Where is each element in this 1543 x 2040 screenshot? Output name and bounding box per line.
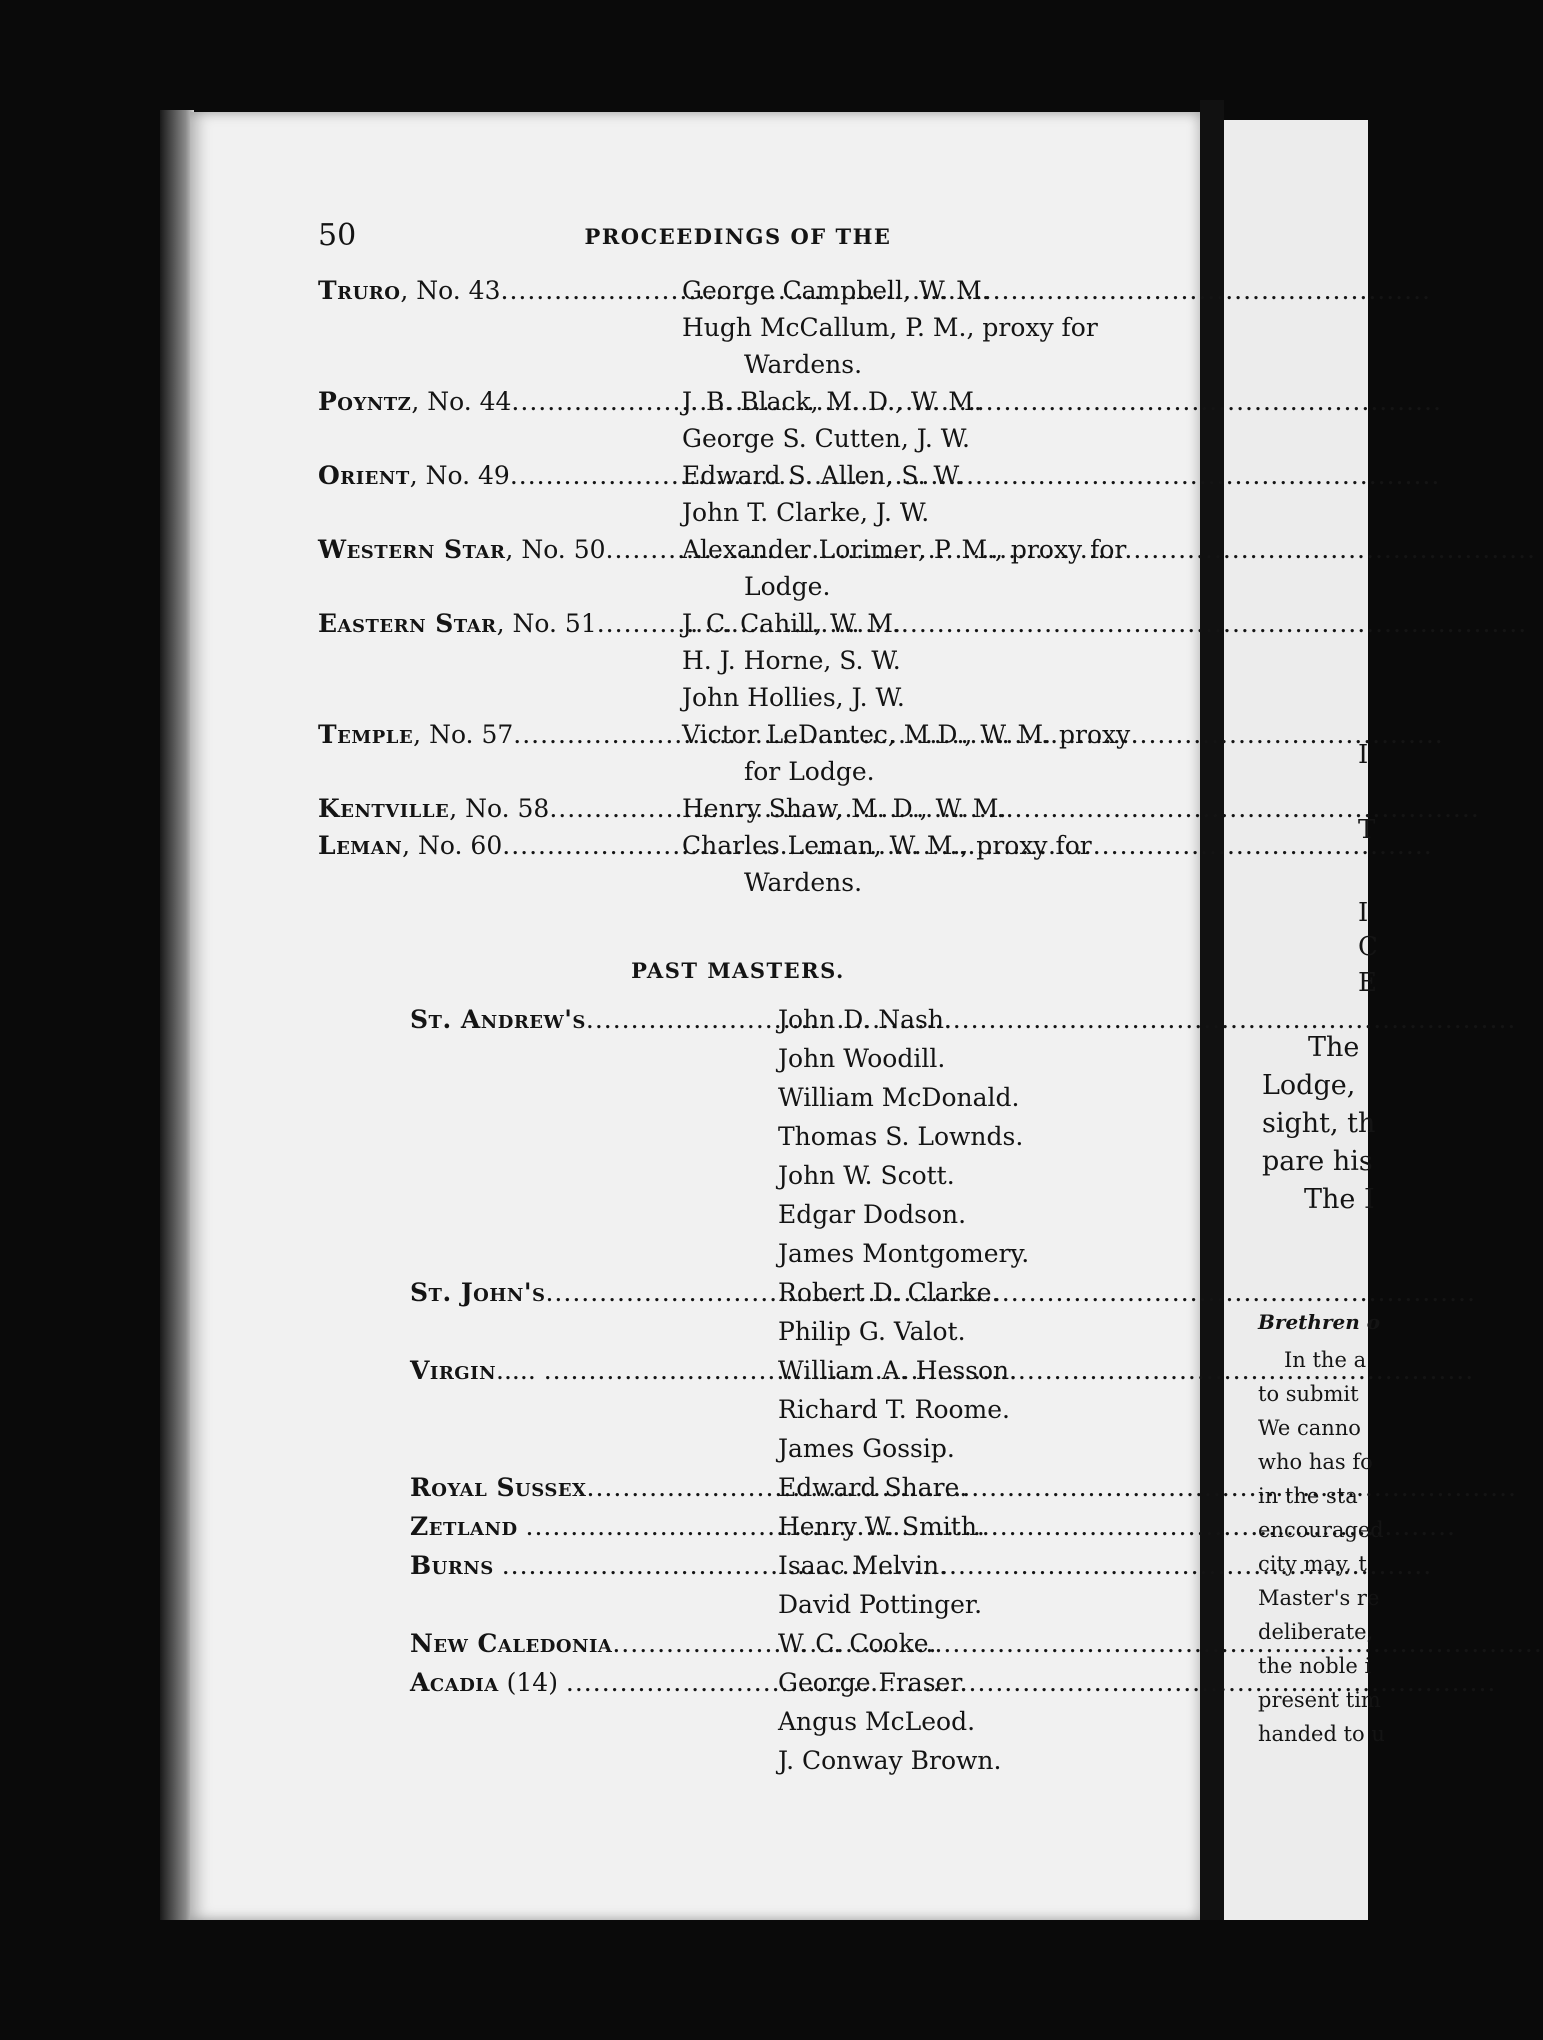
facing-page-line: C (1358, 932, 1378, 962)
facing-page-line: In the a (1284, 1348, 1367, 1372)
representative-name: Wardens. (744, 868, 863, 897)
facing-page-line: to submit (1258, 1382, 1359, 1406)
facing-page-line: present tim (1258, 1688, 1381, 1712)
representative-name: Henry Shaw, M. D., W. M. (682, 794, 1007, 823)
past-master-name: Robert D. Clarke. (778, 1278, 1000, 1307)
past-master-name: W. C. Cooke. (778, 1629, 937, 1658)
representative-name: Alexander Lorimer, P. M., proxy for (682, 535, 1127, 564)
past-master-name: Philip G. Valot. (778, 1317, 966, 1346)
past-master-name: James Montgomery. (778, 1239, 1030, 1268)
dot-leader (612, 1624, 1542, 1663)
lodge-suffix: (14) (498, 1668, 566, 1697)
facing-page-line: Lodge, (1262, 1070, 1356, 1101)
past-master-name: John D. Nash. (778, 1005, 952, 1034)
facing-page-line: I (1358, 898, 1369, 928)
past-master-name: Henry W. Smith. (778, 1512, 985, 1541)
lodge-representatives-list (318, 272, 1158, 901)
lodge-name: Western Star (318, 535, 506, 564)
lodge-name: Temple (318, 720, 414, 749)
representative-name: J. B. Black, M. D., W. M. (682, 387, 982, 416)
past-master-name: George Fraser. (778, 1668, 968, 1697)
lodge-name: Poyntz (318, 387, 412, 416)
lodge-name: St. Andrew's (410, 1005, 586, 1034)
facing-page-line: handed to u (1258, 1722, 1385, 1746)
facing-page-line: The (1308, 1032, 1360, 1063)
past-master-lodge (410, 1507, 1050, 1546)
past-master-lodge (410, 1273, 1050, 1351)
past-master-name: Thomas S. Lownds. (778, 1122, 1024, 1151)
lodge-entry (318, 605, 1158, 716)
past-master-name: Angus McLeod. (778, 1707, 976, 1736)
past-master-lodge (410, 1624, 1050, 1663)
lodge-number: , No. 51 (496, 609, 597, 638)
lodge-name: Acadia (410, 1668, 499, 1697)
past-master-lodge (410, 1351, 1050, 1468)
lodge-name: Virgin (410, 1356, 497, 1385)
lodge-name: Burns (410, 1551, 494, 1580)
lodge-number: , No. 49 (409, 461, 510, 490)
dot-leader (586, 1000, 1516, 1039)
lodge-number: , No. 57 (413, 720, 514, 749)
lodge-suffix (518, 1507, 526, 1546)
lodge-name: Orient (318, 461, 410, 490)
representative-name: Victor LeDantec, M.D., W. M. proxy (682, 720, 1131, 749)
past-master-name: William A. Hesson. (778, 1356, 1018, 1385)
lodge-entry (318, 790, 1158, 827)
lodge-entry (318, 383, 1158, 457)
representative-name: Edward S. Allen, S. W. (682, 461, 963, 490)
lodge-name: St. John's (410, 1278, 546, 1307)
facing-page-line: sight, th (1262, 1108, 1376, 1139)
past-masters-list (410, 1000, 1050, 1780)
representative-name: Hugh McCallum, P. M., proxy for (682, 313, 1098, 342)
lodge-name: Leman (318, 831, 403, 860)
lodge-entry (318, 827, 1158, 901)
lodge-number: , No. 50 (505, 535, 606, 564)
representative-name: John T. Clarke, J. W. (682, 498, 930, 527)
facing-page-line: E (1358, 968, 1377, 998)
facing-page-line: the noble i (1258, 1654, 1372, 1678)
lodge-name: New Caledonia (410, 1629, 613, 1658)
past-master-lodge (410, 1000, 1050, 1273)
representative-name: George Campbell, W. M. (682, 276, 990, 305)
lodge-number: , No. 58 (449, 794, 550, 823)
facing-page-line: T (1358, 815, 1376, 845)
lodge-name: Zetland (410, 1512, 518, 1541)
running-head (318, 218, 1158, 254)
lodge-name: Royal Sussex (410, 1473, 587, 1502)
lodge-name: Eastern Star (318, 609, 497, 638)
representative-name: H. J. Horne, S. W. (682, 646, 901, 675)
facing-page-line: deliberate, (1258, 1620, 1374, 1644)
past-master-name: Edward Share. (778, 1473, 968, 1502)
facing-page-line: city may, t (1258, 1552, 1367, 1576)
lodge-entry (318, 272, 1158, 383)
facing-page-line: Master's re (1258, 1586, 1380, 1610)
past-master-name: John W. Scott. (778, 1161, 955, 1190)
past-master-lodge (410, 1546, 1050, 1624)
facing-page-line: We canno (1258, 1416, 1361, 1440)
past-master-name: J. Conway Brown. (778, 1746, 1002, 1775)
book-spine-edge (160, 110, 194, 1920)
past-master-name: Richard T. Roome. (778, 1395, 1010, 1424)
facing-page-line: in the sta (1258, 1484, 1358, 1508)
past-master-name: Edgar Dodson. (778, 1200, 967, 1229)
lodge-number: , No. 60 (402, 831, 503, 860)
representative-name: Wardens. (744, 350, 863, 379)
facing-page-line: The I (1304, 1184, 1375, 1215)
dot-leader (587, 1468, 1517, 1507)
past-master-name: William McDonald. (778, 1083, 1020, 1112)
past-master-name: David Pottinger. (778, 1590, 983, 1619)
representative-name: John Hollies, J. W. (682, 683, 905, 712)
past-master-lodge (410, 1663, 1050, 1780)
past-master-name: James Gossip. (778, 1434, 955, 1463)
facing-page-line: Brethren o (1258, 1310, 1381, 1334)
facing-page-line: I (1358, 740, 1369, 770)
facing-page-line: who has fo (1258, 1450, 1373, 1474)
representative-name: Charles Leman, W. M., proxy for (682, 831, 1092, 860)
facing-page-line: pare his (1262, 1146, 1373, 1177)
past-master-name: John Woodill. (778, 1044, 946, 1073)
lodge-name: Kentville (318, 794, 450, 823)
lodge-suffix: ..... (496, 1356, 544, 1385)
past-master-lodge (410, 1468, 1050, 1507)
facing-page-line: encouraged (1258, 1518, 1384, 1542)
running-title: PROCEEDINGS OF THE (584, 224, 892, 249)
lodge-entry (318, 716, 1158, 790)
lodge-suffix (494, 1546, 502, 1585)
page-number: 50 (318, 218, 357, 253)
representative-name: J. C. Cahill, W. M. (682, 609, 901, 638)
lodge-entry (318, 457, 1158, 531)
lodge-name: Truro (318, 276, 401, 305)
representative-name: George S. Cutten, J. W. (682, 424, 971, 453)
lodge-entry (318, 531, 1158, 605)
past-master-name: Isaac Melvin. (778, 1551, 948, 1580)
lodge-number: , No. 43 (400, 276, 501, 305)
lodge-number: , No. 44 (411, 387, 512, 416)
past-masters-heading: PAST MASTERS. (631, 958, 845, 983)
representative-name: for Lodge. (744, 757, 875, 786)
representative-name: Lodge. (744, 572, 831, 601)
